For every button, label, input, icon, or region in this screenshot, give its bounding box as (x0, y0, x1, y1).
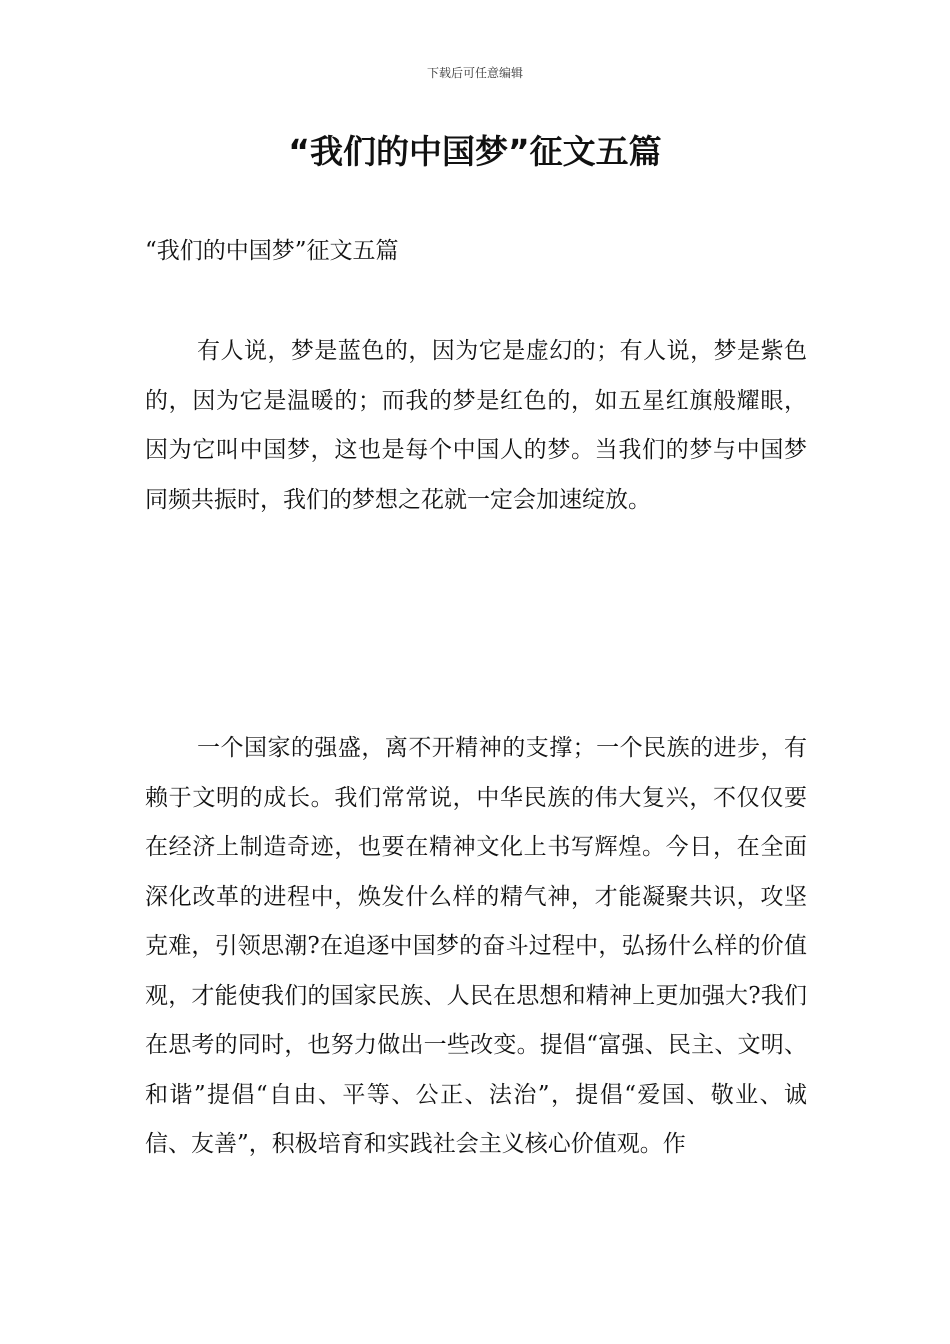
body-paragraph: 有人说，梦是蓝色的，因为它是虚幻的；有人说，梦是紫色的，因为它是温暖的；而我的梦是红色的，如五星红旗般耀眼，因为它叫中国梦，这也是每个中国人的梦。当我们的梦与中国梦同频共振时，我们的梦想之花就一定会加速绽放。 (145, 338, 807, 513)
body-paragraph: 一个国家的强盛，离不开精神的支撑；一个民族的进步，有赖于文明的成长。我们常常说，中华民族的伟大复兴，不仅仅要在经济上制造奇迹，也要在精神文化上书写辉煌。今日，在全面深化改革的进程中，焕发什么样的精气神，才能凝聚共识，攻坚克难，引领思潮?在追逐中国梦的奋斗过程中，弘扬什么样的价值观，才能使我们的国家民族、人民在思想和精神上更加强大?我们在思考的同时，也努力做出一些改变。提倡“富强、民主、文明、和谐”提倡“自由、平等、公正、法治”，提倡“爱国、敬业、诚信、友善”，积极培育和实践社会主义核心价值观。作 (145, 735, 807, 1157)
page-header-note: 下载后可任意编辑 (426, 66, 523, 80)
document-title: “我们的中国梦”征文五篇 (288, 132, 662, 171)
document-subtitle: “我们的中国梦”征文五篇 (145, 238, 399, 264)
